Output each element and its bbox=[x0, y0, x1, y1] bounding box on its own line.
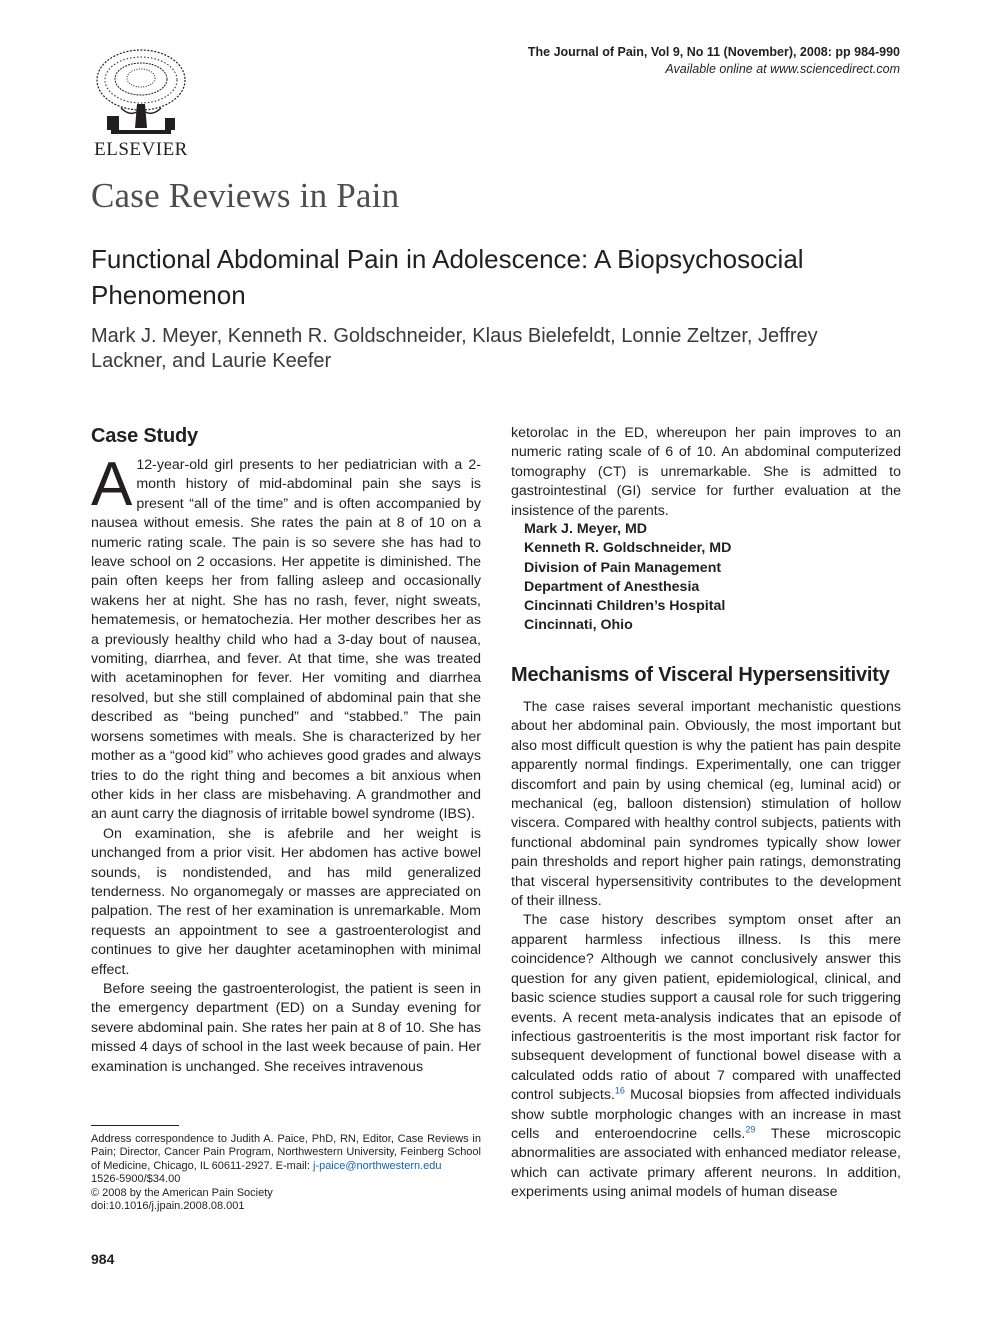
case-paragraph-1 bbox=[91, 450, 481, 825]
signature-line: Mark J. Meyer, MD bbox=[524, 521, 648, 537]
footnote bbox=[91, 1133, 481, 1213]
case-paragraph-2: On examination, she is afebrile and her weight is unchanged from a prior visit. Her abdomen has active bowel sounds, is nondistended, and has mild generalized tenderness. No organomegaly or masses are appreciated on palpation. The rest of her examination is unremarkable. Mom requests an appointment to see a gastroenterologist and continues to give her daughter acetaminophen with minimal effect. bbox=[91, 825, 481, 978]
journal-availability: Available online at www.sciencedirect.com bbox=[665, 62, 900, 76]
page-number: 984 bbox=[91, 1251, 115, 1267]
footnote-divider bbox=[91, 1125, 179, 1126]
mechanisms-paragraph-2c: These microscopic abnormalities are associated with enhanced mediator release, which can activate primary afferent neurons. In addition, experiments using animal models of human disease bbox=[511, 1125, 901, 1201]
right-column-body bbox=[511, 698, 901, 1203]
signature-line: Department of Anesthesia bbox=[524, 578, 700, 595]
copyright: © 2008 by the American Pain Society bbox=[91, 1186, 273, 1199]
signature-line: Cincinnati Children’s Hospital bbox=[524, 598, 726, 615]
left-column bbox=[91, 450, 481, 1077]
elsevier-tree-icon bbox=[91, 46, 191, 138]
publisher-name: ELSEVIER bbox=[94, 139, 188, 160]
correspondence-text: Address correspondence to Judith A. Paice, PhD, RN, Editor, Case Reviews in Pain; Director, Cancer Pain Program, Northwestern University, Feinberg School of Medicine, Chicago, IL 60611-2927. E-mail: bbox=[91, 1133, 481, 1172]
dropcap: A bbox=[91, 450, 133, 519]
case-paragraph-4: ketorolac in the ED, whereupon her pain improves to an numeric rating scale of 6 of 10. An abdominal computerized tomography (CT) is unremarkable. She is admitted to gastrointestinal (GI) service for further evaluation at the insistence of the parents. bbox=[511, 425, 901, 519]
issn: 1526-5900/$34.00 bbox=[91, 1173, 181, 1186]
right-column-top bbox=[511, 424, 901, 521]
mechanisms-paragraph-2b: Mucosal biopsies from affected individuals show subtle morphologic changes with an increase in mast cells and enteroendocrine cells. bbox=[511, 1087, 901, 1142]
article-title: Functional Abdominal Pain in Adolescence: A Biopsychosocial Phenomenon bbox=[91, 244, 804, 310]
signature-line: Cincinnati, Ohio bbox=[524, 617, 633, 634]
mechanisms-paragraph-2a: The case history describes symptom onset after an apparent harmless infectious illness. Is this mere coincidence? Although we cannot conclusively answer this question for any given patient, epidemiological, clinical, and basic science studies support a causal role for such triggering events. A recent meta-analysis indicates that an episode of infectious gastroenteritis is the most important risk factor for subsequent development of functional bowel disease with a calculated odds ratio of about 7 compared with unaffected control subjects. bbox=[511, 912, 901, 1104]
case-paragraph-1-text: 12-year-old girl presents to her pediatrician with a 2-month history of mid-abdominal pain she says is present “all of the time” and is often accompanied by nausea without emesis. She rates the pain at 8 of 10 on a numeric rating scale. The pain is so severe she has had to leave school on 2 occasions. Her appetite is diminished. The pain often keeps her from falling asleep and occasionally wakens her at night. She has no rash, fever, night sweats, hematemesis, or hematochezia. Her mother describes her as a previously healthy child who had a 3-day bout of nausea, vomiting, diarrhea, and fever. At that time, she was treated with acetaminophen for fever. Her vomiting and diarrhea resolved, but she still complained of abdominal pain that she described as “being punched” and “stabbed.” The pain worsens sometimes with meals. She is characterized by her mother as a “good kid” who achieves good grades and always tries to do the right thing and becomes a bit anxious when other kids in her class are misbehaving. A grandmother and an aunt carry the diagnosis of irritable bowel syndrome (IBS). bbox=[91, 457, 481, 823]
mechanisms-heading: Mechanisms of Visceral Hypersensitivity bbox=[511, 664, 890, 686]
section-title: Case Reviews in Pain bbox=[91, 176, 400, 215]
email-link[interactable]: j-paice@northwestern.edu bbox=[312, 1159, 442, 1172]
journal-info bbox=[528, 44, 900, 78]
reference-link[interactable]: 29 bbox=[745, 1124, 756, 1135]
doi: doi:10.1016/j.jpain.2008.08.001 bbox=[91, 1200, 245, 1213]
mechanisms-paragraph-1: The case raises several important mechanistic questions about her abdominal pain. Obviously, the most important but also most difficult question is why the patient has pain despite apparently normal findings. Experimentally, one can trigger discomfort and pain by using chemical (eg, luminal acid) or mechanical (eg, balloon distension) stimulation of hollow viscera. Compared with healthy control subjects, patients with functional abdominal pain syndromes typically show lower pain thresholds and report higher pain ratings, demonstrating that visceral hypersensitivity contributes to the development of their illness. bbox=[511, 699, 901, 910]
case-signature bbox=[524, 520, 731, 636]
mechanisms-paragraph-2 bbox=[511, 911, 901, 1202]
elsevier-logo bbox=[91, 46, 191, 160]
journal-citation: The Journal of Pain, Vol 9, No 11 (November), 2008: pp 984-990 bbox=[527, 45, 900, 59]
signature-line: Division of Pain Management bbox=[524, 559, 722, 576]
reference-link[interactable]: 16 bbox=[614, 1085, 625, 1096]
case-paragraph-3: Before seeing the gastroenterologist, the patient is seen in the emergency department (ED) on a Sunday evening for severe abdominal pain. She rates her pain at 8 of 10. She has missed 4 days of school in the last week because of pain. Her examination is unchanged. She receives intravenous bbox=[91, 980, 481, 1075]
signature-line: Kenneth R. Goldschneider, MD bbox=[524, 540, 732, 557]
article-authors: Mark J. Meyer, Kenneth R. Goldschneider, Klaus Bielefeldt, Lonnie Zeltzer, Jeffrey Lackner, and Laurie Keefer bbox=[91, 325, 818, 372]
correspondence-note bbox=[91, 1133, 481, 1173]
case-study-heading: Case Study bbox=[91, 425, 198, 447]
